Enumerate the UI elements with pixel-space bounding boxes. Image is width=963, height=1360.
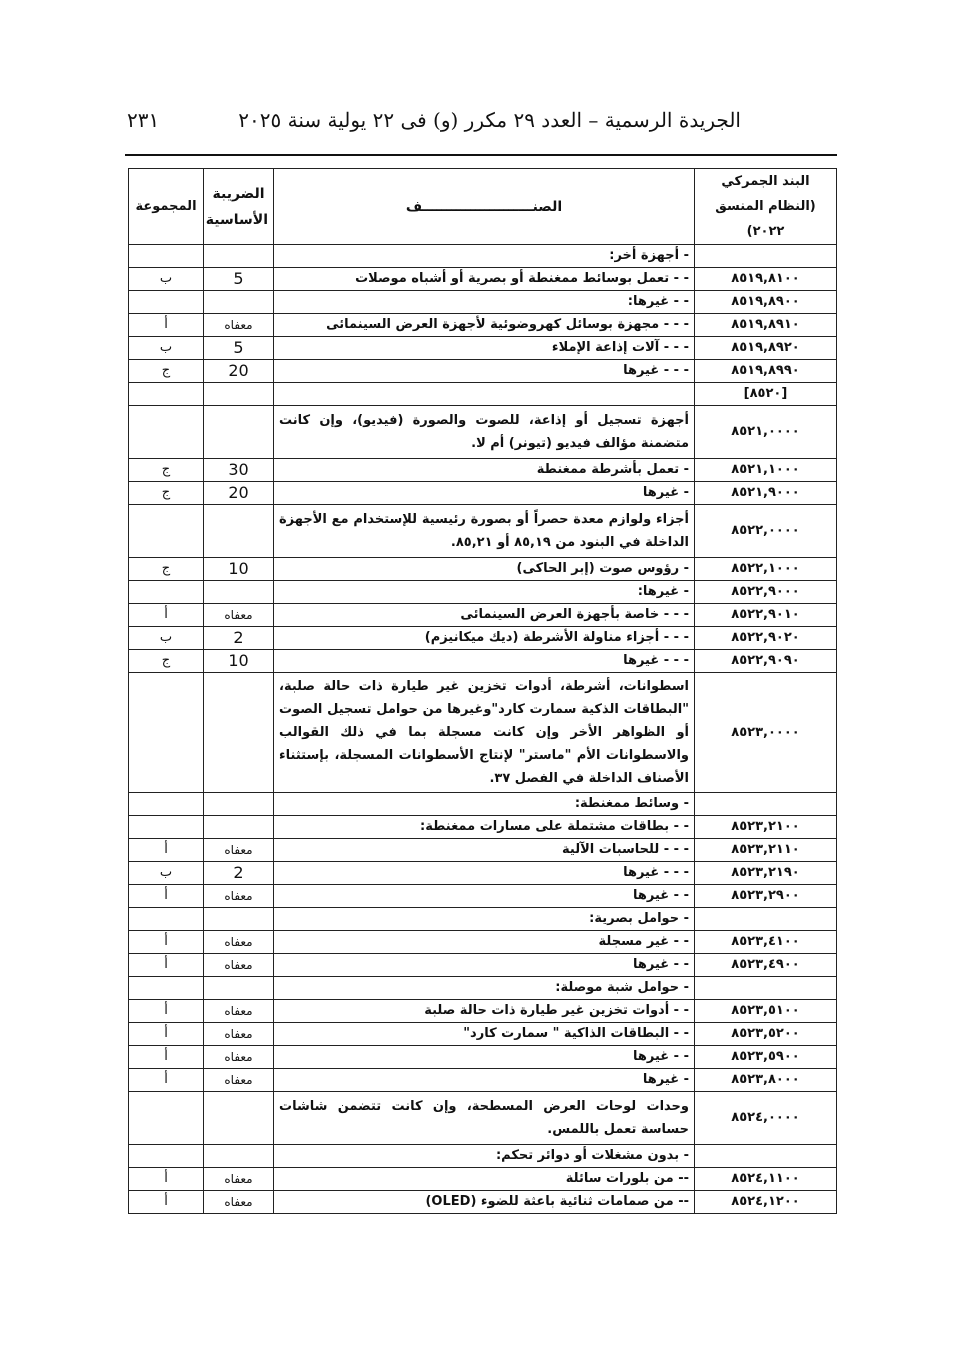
group-cell: [129, 793, 204, 816]
header-description: الصنـــــــــــــــــــــــف: [274, 169, 695, 245]
description-cell: - أجهزة أخر:: [274, 245, 695, 268]
description-cell: - - تعمل بوسائط ممغنطة أو بصرية أو أشباه موصلات: [274, 268, 695, 291]
description-cell: أجهزة تسجيل أو إذاعة، للصوت والصورة (فيديو)، وإن كانت متضمنة مؤالف فيديو (تيونر) أم لا.: [274, 406, 695, 459]
tariff-code-cell: ٨٥٢٢,٩٠٠٠: [695, 581, 837, 604]
tariff-code-cell: ٨٥٢٣,٠٠٠٠: [695, 673, 837, 793]
base-tax-cell: معفاه: [204, 1191, 274, 1214]
table-row: [129, 1191, 837, 1214]
group-cell: أ: [129, 931, 204, 954]
base-tax-cell: [204, 1145, 274, 1168]
description-cell: - - - خاصة بأجهزة العرض السينمائى: [274, 604, 695, 627]
tariff-code-cell: ٨٥٢٣,٥٢٠٠: [695, 1023, 837, 1046]
description-cell: - بدون مشغلات أو دوائر تحكم:: [274, 1145, 695, 1168]
description-cell: اسطوانات، أشرطة، أدوات تخزين غير طيارة ذات حالة صلبة، "البطاقات الذكية سمارت كارد"وغيرها من حوامل تسجيل الصوت أو الظواهر الأخر وإن كانت مسجلة بما في ذلك القوالب والاسطوانات الأم "ماستر" لإنتاج الأسطوانات المسجلة، بإستثناء الأصناف الداخلة في الفصل ٣٧.: [274, 673, 695, 793]
group-cell: ج: [129, 482, 204, 505]
group-cell: [129, 245, 204, 268]
tariff-code-cell: ٨٥٢١,٩٠٠٠: [695, 482, 837, 505]
table-row: [129, 908, 837, 931]
page-header: [125, 108, 837, 140]
table-row: [129, 360, 837, 383]
description-cell: - - بطاقات مشتملة على مسارات ممغنطة:: [274, 816, 695, 839]
group-cell: [129, 673, 204, 793]
base-tax-cell: معفاه: [204, 954, 274, 977]
base-tax-cell: 30: [204, 459, 274, 482]
group-cell: أ: [129, 1023, 204, 1046]
group-cell: [129, 1092, 204, 1145]
table-row: [129, 268, 837, 291]
description-cell: - غيرها: [274, 482, 695, 505]
tariff-code-cell: ٨٥٢٣,٢٩٠٠: [695, 885, 837, 908]
table-row: [129, 816, 837, 839]
tariff-code-cell: ٨٥٢٣,٢١٩٠: [695, 862, 837, 885]
description-cell: -- من بلورات سائلة: [274, 1168, 695, 1191]
base-tax-cell: معفاه: [204, 1046, 274, 1069]
table-row: [129, 581, 837, 604]
tariff-code-cell: [695, 245, 837, 268]
header-tax: [204, 169, 274, 245]
description-cell: - - - أجزاء مناولة الأشرطة (ديك ميكانيزم): [274, 627, 695, 650]
description-cell: - - - غيرها: [274, 862, 695, 885]
base-tax-cell: [204, 793, 274, 816]
table-row: [129, 931, 837, 954]
group-cell: أ: [129, 604, 204, 627]
tariff-code-cell: ٨٥٢١,١٠٠٠: [695, 459, 837, 482]
group-cell: [129, 977, 204, 1000]
table-row: [129, 1145, 837, 1168]
tariff-code-cell: ٨٥١٩,٨٩٠٠: [695, 291, 837, 314]
group-cell: أ: [129, 314, 204, 337]
tariff-code-cell: ٨٥١٩,٨٩١٠: [695, 314, 837, 337]
group-cell: أ: [129, 954, 204, 977]
description-cell: - حوامل بصرية:: [274, 908, 695, 931]
group-cell: ب: [129, 337, 204, 360]
description-cell: - - غيرها: [274, 885, 695, 908]
group-cell: [129, 383, 204, 406]
group-cell: ج: [129, 558, 204, 581]
tariff-code-cell: ٨٥٢٣,٥٩٠٠: [695, 1046, 837, 1069]
base-tax-cell: معفاه: [204, 314, 274, 337]
description-cell: - غيرها: [274, 1069, 695, 1092]
tariff-code-cell: ٨٥٢٢,٩٠١٠: [695, 604, 837, 627]
table-row: [129, 505, 837, 558]
base-tax-cell: [204, 245, 274, 268]
table-row: [129, 1069, 837, 1092]
table-row: [129, 793, 837, 816]
group-cell: ج: [129, 459, 204, 482]
base-tax-cell: [204, 908, 274, 931]
tariff-code-cell: ٨٥٢٣,٥١٠٠: [695, 1000, 837, 1023]
base-tax-cell: معفاه: [204, 1023, 274, 1046]
base-tax-cell: 20: [204, 482, 274, 505]
tariff-table: [128, 168, 837, 1214]
base-tax-cell: 5: [204, 337, 274, 360]
tariff-code-cell: [٨٥٢٠]: [695, 383, 837, 406]
table-row: [129, 459, 837, 482]
table-row: [129, 558, 837, 581]
table-row: [129, 1000, 837, 1023]
tariff-code-cell: ٨٥١٩,٨٩٢٠: [695, 337, 837, 360]
table-row: [129, 1046, 837, 1069]
description-cell: - حوامل شبة موصلة:: [274, 977, 695, 1000]
tariff-code-cell: ٨٥٢٣,٤١٠٠: [695, 931, 837, 954]
table-row: [129, 245, 837, 268]
group-cell: أ: [129, 1191, 204, 1214]
group-cell: أ: [129, 1000, 204, 1023]
base-tax-cell: 20: [204, 360, 274, 383]
table-header-row: [129, 169, 837, 245]
base-tax-cell: [204, 816, 274, 839]
tariff-code-cell: ٨٥٢٢,٠٠٠٠: [695, 505, 837, 558]
base-tax-cell: 10: [204, 558, 274, 581]
group-cell: [129, 291, 204, 314]
base-tax-cell: [204, 977, 274, 1000]
description-cell: - - غيرها: [274, 1046, 695, 1069]
description-cell: - - - للحاسبات الآلية: [274, 839, 695, 862]
table-row: [129, 839, 837, 862]
header-tax-line1: الضريبة: [212, 185, 265, 202]
base-tax-cell: [204, 673, 274, 793]
tariff-code-cell: ٨٥٢٣,٢١٠٠: [695, 816, 837, 839]
header-code: [695, 169, 837, 245]
group-cell: أ: [129, 1069, 204, 1092]
base-tax-cell: معفاه: [204, 839, 274, 862]
gazette-title: الجريدة الرسمية – العدد ٢٩ مكرر (و) فى ٢٢ يولية سنة ٢٠٢٥: [238, 108, 741, 132]
table-row: [129, 291, 837, 314]
group-cell: أ: [129, 885, 204, 908]
tariff-code-cell: ٨٥١٩,٨١٠٠: [695, 268, 837, 291]
base-tax-cell: معفاه: [204, 604, 274, 627]
group-cell: ب: [129, 627, 204, 650]
table-row: [129, 604, 837, 627]
description-cell: [274, 383, 695, 406]
group-cell: ج: [129, 360, 204, 383]
base-tax-cell: 2: [204, 627, 274, 650]
table-row: [129, 673, 837, 793]
table-row: [129, 482, 837, 505]
base-tax-cell: معفاه: [204, 1000, 274, 1023]
tariff-code-cell: ٨٥٢٣,٢١١٠: [695, 839, 837, 862]
table-row: [129, 954, 837, 977]
table-row: [129, 406, 837, 459]
description-cell: - - - غيرها: [274, 650, 695, 673]
description-cell: - وسائط ممغنطة:: [274, 793, 695, 816]
page-number: ٢٣١: [127, 108, 160, 132]
description-cell: -- من صمامات ثنائية باعثة للضوء (OLED): [274, 1191, 695, 1214]
description-cell: - - - آلات إذاعة الإملاء: [274, 337, 695, 360]
table-row: [129, 314, 837, 337]
header-code-line2: (النظام المنسق ٢٠٢٢): [715, 199, 816, 239]
group-cell: أ: [129, 839, 204, 862]
base-tax-cell: [204, 581, 274, 604]
group-cell: [129, 816, 204, 839]
group-cell: أ: [129, 1046, 204, 1069]
group-cell: [129, 1145, 204, 1168]
tariff-code-cell: [695, 908, 837, 931]
group-cell: ب: [129, 268, 204, 291]
description-cell: - - غير مسجلة: [274, 931, 695, 954]
group-cell: [129, 908, 204, 931]
description-cell: - - البطاقات الذاكية " سمارت كارد": [274, 1023, 695, 1046]
description-cell: - - - غيرها: [274, 360, 695, 383]
table-row: [129, 383, 837, 406]
base-tax-cell: 10: [204, 650, 274, 673]
tariff-code-cell: ٨٥٢٤,٠٠٠٠: [695, 1092, 837, 1145]
tariff-code-cell: [695, 977, 837, 1000]
description-cell: - رؤوس صوت (إبر الحاكى): [274, 558, 695, 581]
tariff-code-cell: ٨٥٢٣,٤٩٠٠: [695, 954, 837, 977]
tariff-code-cell: ٨٥٢١,٠٠٠٠: [695, 406, 837, 459]
tariff-code-cell: ٨٥٢٤,١١٠٠: [695, 1168, 837, 1191]
tariff-code-cell: ٨٥٢٢,٩٠٩٠: [695, 650, 837, 673]
header-code-line1: البند الجمركي: [721, 174, 810, 189]
table-row: [129, 885, 837, 908]
table-row: [129, 650, 837, 673]
base-tax-cell: 2: [204, 862, 274, 885]
base-tax-cell: [204, 383, 274, 406]
base-tax-cell: [204, 291, 274, 314]
tariff-code-cell: [695, 793, 837, 816]
description-cell: - - غيرها:: [274, 291, 695, 314]
table-row: [129, 1092, 837, 1145]
description-cell: وحدات لوحات العرض المسطحة، وإن كانت تتضمن شاشات حساسة تعمل باللمس.: [274, 1092, 695, 1145]
table-row: [129, 1168, 837, 1191]
header-tax-line2: الأساسية: [205, 211, 268, 228]
group-cell: ج: [129, 650, 204, 673]
header-divider: [125, 154, 837, 156]
group-cell: [129, 581, 204, 604]
tariff-code-cell: ٨٥٢٣,٨٠٠٠: [695, 1069, 837, 1092]
description-cell: - - أدوات تخزين غير طيارة ذات حالة صلبة: [274, 1000, 695, 1023]
table-row: [129, 862, 837, 885]
base-tax-cell: [204, 505, 274, 558]
base-tax-cell: معفاه: [204, 931, 274, 954]
group-cell: ب: [129, 862, 204, 885]
base-tax-cell: [204, 1092, 274, 1145]
group-cell: [129, 505, 204, 558]
description-cell: - غيرها:: [274, 581, 695, 604]
table-row: [129, 977, 837, 1000]
base-tax-cell: 5: [204, 268, 274, 291]
tariff-code-cell: [695, 1145, 837, 1168]
tariff-code-cell: ٨٥٢٢,٩٠٢٠: [695, 627, 837, 650]
description-cell: أجزاء ولوازم معدة حصراً أو بصورة رئيسية للإستخدام مع الأجهزة الداخلة في البنود من ٨٥,١٩ أو ٨٥,٢١.: [274, 505, 695, 558]
description-cell: - تعمل بأشرطة ممغنطة: [274, 459, 695, 482]
base-tax-cell: معفاه: [204, 1168, 274, 1191]
base-tax-cell: معفاه: [204, 885, 274, 908]
tariff-code-cell: ٨٥١٩,٨٩٩٠: [695, 360, 837, 383]
base-tax-cell: معفاه: [204, 1069, 274, 1092]
description-cell: - - غيرها: [274, 954, 695, 977]
tariff-code-cell: ٨٥٢٤,١٢٠٠: [695, 1191, 837, 1214]
table-row: [129, 1023, 837, 1046]
table-row: [129, 337, 837, 360]
group-cell: أ: [129, 1168, 204, 1191]
base-tax-cell: [204, 406, 274, 459]
tariff-code-cell: ٨٥٢٢,١٠٠٠: [695, 558, 837, 581]
description-cell: - - - مجهزة بوسائل كهروضوئية لأجهزة العرض السينمائى: [274, 314, 695, 337]
header-group: المجموعة: [129, 169, 204, 245]
table-row: [129, 627, 837, 650]
group-cell: [129, 406, 204, 459]
